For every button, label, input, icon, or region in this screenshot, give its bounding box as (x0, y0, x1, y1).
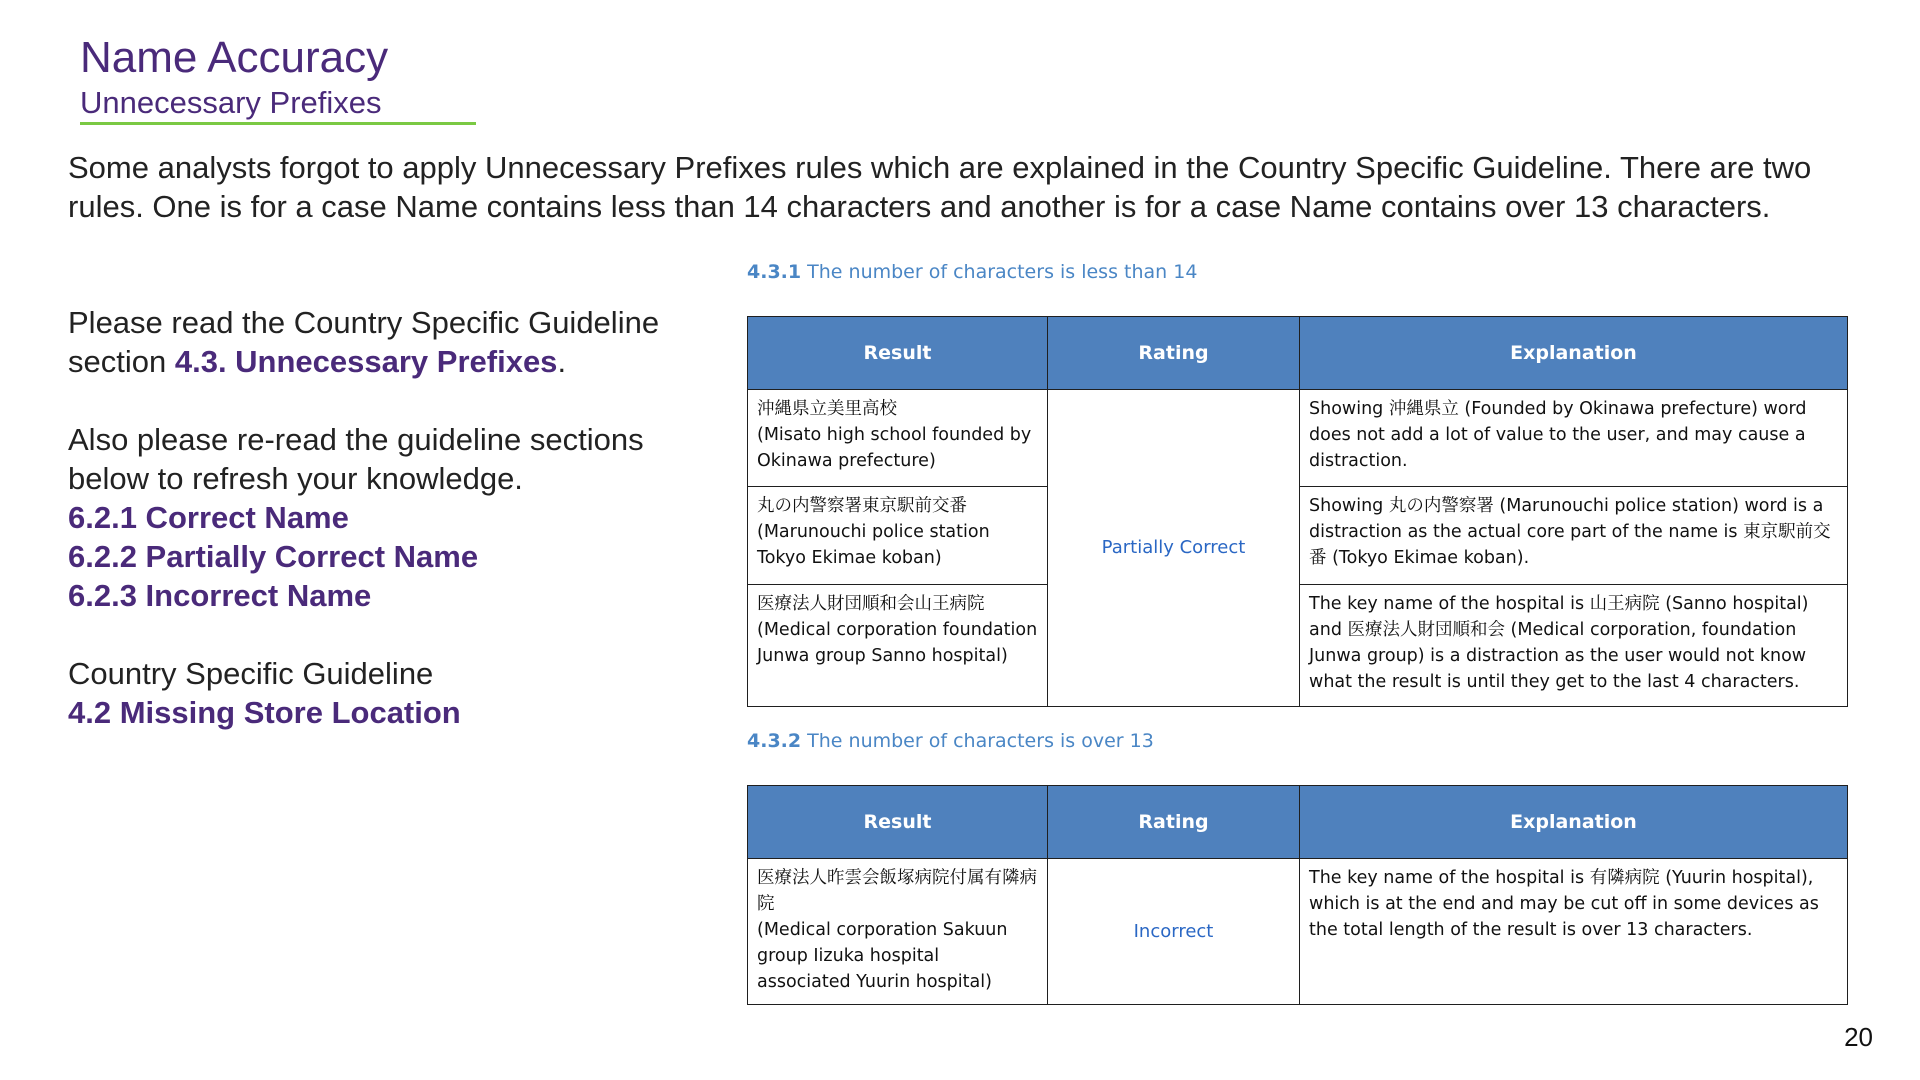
table-row (748, 390, 1848, 487)
table2-section-number: 4.3.2 (747, 730, 802, 752)
table2-section-label (747, 730, 1154, 752)
result-japanese: 沖縄県立美里高校 (757, 399, 897, 419)
result-cell (748, 859, 1048, 1005)
country-guideline-paragraph (68, 654, 708, 732)
reread-text: Also please re-read the guideline sections below to refresh your knowledge. (68, 422, 644, 496)
read-guideline-end: . (557, 344, 567, 379)
explanation-cell: Showing 沖縄県立 (Founded by Okinawa prefecture) word does not add a lot of value to the user, and may cause a distraction. (1300, 390, 1848, 487)
result-english: (Medical corporation Sakuun group Iizuka hospital associated Yuurin hospital) (757, 920, 1008, 992)
intro-paragraph: Some analysts forgot to apply Unnecessary Prefixes rules which are explained in the Country Specific Guideline. There are two rules. One is for a case Name contains less than 14 characters and another is for a case Name contains over 13 characters. (68, 150, 1812, 224)
table-row (748, 859, 1848, 1005)
table1-section-number: 4.3.1 (747, 261, 802, 283)
table2-section-title: The number of characters is over 13 (807, 730, 1154, 752)
table2-header-explanation: Explanation (1300, 786, 1848, 859)
table1-header-rating: Rating (1048, 317, 1300, 390)
result-japanese: 医療法人昨雲会飯塚病院付属有隣病院 (757, 868, 1037, 914)
page-title: Name Accuracy (80, 33, 389, 82)
guideline-section-link: 4.3. Unnecessary Prefixes (174, 344, 558, 379)
read-guideline-paragraph (68, 303, 708, 381)
rating-cell: Incorrect (1048, 859, 1300, 1005)
explanation-cell: The key name of the hospital is 山王病院 (Sanno hospital) and 医療法人財団順和会 (Medical corporation, foundation Junwa group) is a distraction as the user would not know what the result is until they get to the last 4 characters. (1300, 585, 1848, 707)
table1-section-title: The number of characters is less than 14 (807, 261, 1198, 283)
result-english: (Medical corporation foundation Junwa group Sanno hospital) (757, 620, 1038, 666)
table1-header-row (748, 317, 1848, 390)
result-cell (748, 487, 1048, 585)
result-cell (748, 585, 1048, 707)
section-link-incorrect-name: 6.2.3 Incorrect Name (68, 578, 372, 613)
section-link-partially-correct-name: 6.2.2 Partially Correct Name (68, 539, 479, 574)
result-english: (Misato high school founded by Okinawa prefecture) (757, 425, 1032, 471)
read-guideline-text: Please read the Country Specific Guideline section (68, 305, 660, 379)
rating-cell: Partially Correct (1048, 390, 1300, 707)
result-cell (748, 390, 1048, 487)
table2-header-result: Result (748, 786, 1048, 859)
table1-header-result: Result (748, 317, 1048, 390)
table2-header-rating: Rating (1048, 786, 1300, 859)
explanation-cell: Showing 丸の内警察署 (Marunouchi police station) word is a distraction as the actual core part of the name is 東京駅前交番 (Tokyo Ekimae koban). (1300, 487, 1848, 585)
title-underline (80, 122, 476, 125)
table-less-than-14 (747, 316, 1848, 707)
result-japanese: 丸の内警察署東京駅前交番 (757, 496, 967, 516)
country-guideline-text: Country Specific Guideline (68, 656, 434, 691)
result-japanese: 医療法人財団順和会山王病院 (757, 594, 985, 614)
table-over-13 (747, 785, 1848, 1005)
page-subtitle: Unnecessary Prefixes (80, 85, 382, 120)
table2-header-row (748, 786, 1848, 859)
explanation-cell: The key name of the hospital is 有隣病院 (Yuurin hospital), which is at the end and may be cut off in some devices as the total length of the result is over 13 characters. (1300, 859, 1848, 1005)
section-link-missing-store-location: 4.2 Missing Store Location (68, 695, 461, 730)
table1-section-label (747, 261, 1197, 283)
table1-header-explanation: Explanation (1300, 317, 1848, 390)
result-english: (Marunouchi police station Tokyo Ekimae koban) (757, 522, 990, 568)
instructions-column (68, 303, 708, 771)
section-link-correct-name: 6.2.1 Correct Name (68, 500, 349, 535)
reread-paragraph (68, 420, 708, 615)
page-number: 20 (1844, 1022, 1873, 1052)
